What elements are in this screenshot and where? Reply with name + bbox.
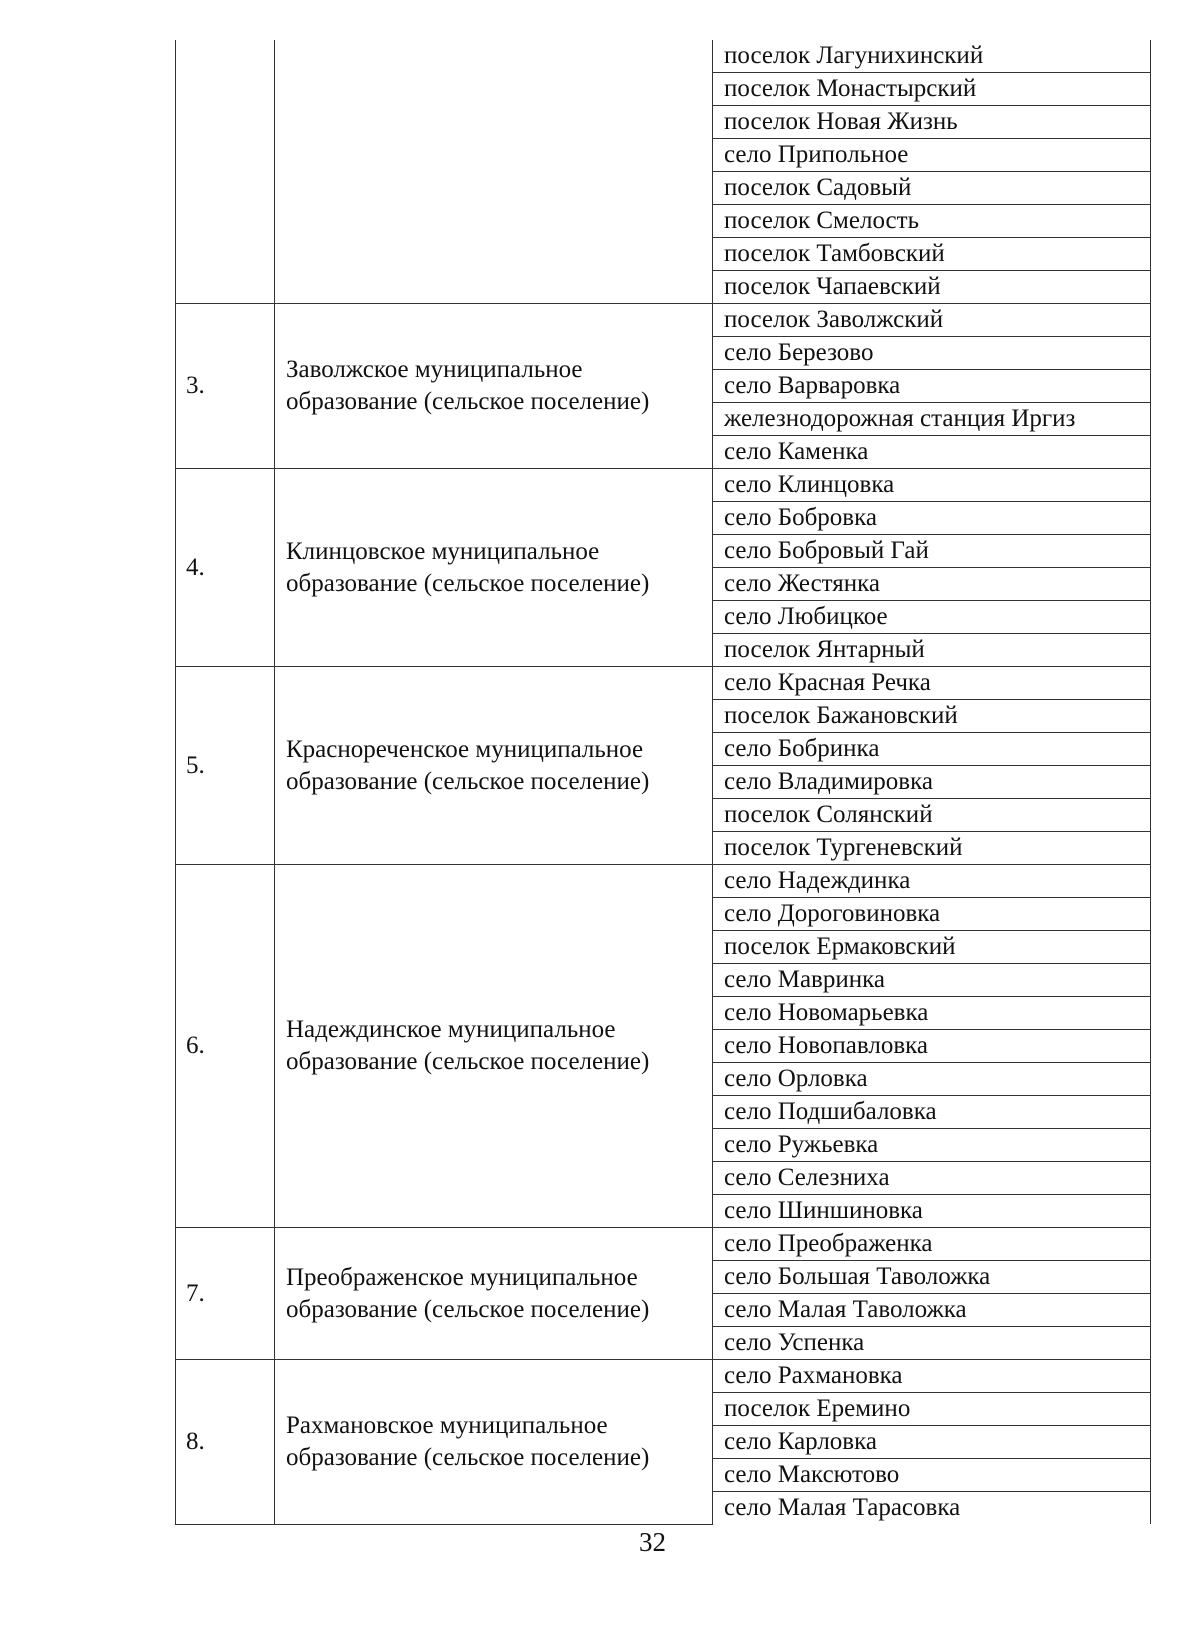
table-row — [176, 40, 1151, 73]
settlement-cell: село Подшибаловка — [713, 1096, 1151, 1129]
settlement-cell: поселок Янтарный — [713, 634, 1151, 667]
settlement-cell: поселок Смелость — [713, 205, 1151, 238]
settlement-cell: поселок Заволжский — [713, 304, 1151, 337]
group-number: 3. — [176, 304, 275, 469]
municipality-name: Краснореченское муниципальное образование (сельское поселение) — [275, 667, 713, 865]
settlement-cell: поселок Монастырский — [713, 73, 1151, 106]
settlement-cell: село Любицкое — [713, 601, 1151, 634]
settlement-cell: село Малая Тарасовка — [713, 1492, 1151, 1525]
settlement-cell: село Владимировка — [713, 766, 1151, 799]
settlement-cell: село Большая Таволожка — [713, 1261, 1151, 1294]
municipality-name: Заволжское муниципальное образование (сельское поселение) — [275, 304, 713, 469]
settlement-cell: село Орловка — [713, 1063, 1151, 1096]
settlement-cell: поселок Еремино — [713, 1393, 1151, 1426]
settlement-cell: поселок Тамбовский — [713, 238, 1151, 271]
settlement-cell: село Бобровка — [713, 502, 1151, 535]
settlement-cell: поселок Садовый — [713, 172, 1151, 205]
settlement-cell: село Бобринка — [713, 733, 1151, 766]
settlement-cell: поселок Новая Жизнь — [713, 106, 1151, 139]
group-number: 8. — [176, 1360, 275, 1525]
settlement-cell: село Березово — [713, 337, 1151, 370]
municipality-group — [176, 40, 1151, 304]
table-row — [176, 1228, 1151, 1261]
group-number: 7. — [176, 1228, 275, 1360]
table-row — [176, 667, 1151, 700]
municipality-name: Преображенское муниципальное образование (сельское поселение) — [275, 1228, 713, 1360]
settlement-cell: поселок Бажановский — [713, 700, 1151, 733]
settlement-cell: село Селезниха — [713, 1162, 1151, 1195]
municipality-name: Клинцовское муниципальное образование (сельское поселение) — [275, 469, 713, 667]
settlement-cell: село Карловка — [713, 1426, 1151, 1459]
settlement-cell: село Надеждинка — [713, 865, 1151, 898]
group-number: 6. — [176, 865, 275, 1228]
municipality-group — [176, 667, 1151, 865]
group-number: 4. — [176, 469, 275, 667]
settlement-cell: село Новопавловка — [713, 1030, 1151, 1063]
settlement-cell: село Преображенка — [713, 1228, 1151, 1261]
settlement-cell: железнодорожная станция Иргиз — [713, 403, 1151, 436]
municipality-group — [176, 1360, 1151, 1525]
settlement-cell: село Мавринка — [713, 964, 1151, 997]
settlement-cell: село Новомарьевка — [713, 997, 1151, 1030]
municipality-group — [176, 865, 1151, 1228]
settlement-cell: село Варваровка — [713, 370, 1151, 403]
table-row — [176, 469, 1151, 502]
settlement-cell: поселок Тургеневский — [713, 832, 1151, 865]
municipality-group — [176, 304, 1151, 469]
settlement-cell: село Клинцовка — [713, 469, 1151, 502]
municipality-name — [275, 40, 713, 304]
group-number: 5. — [176, 667, 275, 865]
settlement-cell: село Каменка — [713, 436, 1151, 469]
settlement-cell: село Максютово — [713, 1459, 1151, 1492]
settlement-cell: поселок Ермаковский — [713, 931, 1151, 964]
page-number: 32 — [639, 1527, 666, 1557]
table-row — [176, 865, 1151, 898]
settlement-cell: село Дороговиновка — [713, 898, 1151, 931]
settlement-cell: село Рахмановка — [713, 1360, 1151, 1393]
settlement-cell: село Жестянка — [713, 568, 1151, 601]
municipality-group — [176, 469, 1151, 667]
municipality-group — [176, 1228, 1151, 1360]
settlement-cell: село Успенка — [713, 1327, 1151, 1360]
municipality-name: Надеждинское муниципальное образование (сельское поселение) — [275, 865, 713, 1228]
table-row — [176, 1360, 1151, 1393]
settlement-cell: село Малая Таволожка — [713, 1294, 1151, 1327]
settlement-cell: поселок Солянский — [713, 799, 1151, 832]
settlement-cell: село Припольное — [713, 139, 1151, 172]
settlement-cell: село Ружьевка — [713, 1129, 1151, 1162]
settlement-cell: поселок Лагунихинский — [713, 40, 1151, 73]
group-number — [176, 40, 275, 304]
settlements-table — [175, 40, 1151, 1525]
settlement-cell: поселок Чапаевский — [713, 271, 1151, 304]
settlement-cell: село Бобровый Гай — [713, 535, 1151, 568]
municipality-name: Рахмановское муниципальное образование (сельское поселение) — [275, 1360, 713, 1525]
settlement-cell: село Шиншиновка — [713, 1195, 1151, 1228]
settlement-cell: село Красная Речка — [713, 667, 1151, 700]
table-row — [176, 304, 1151, 337]
